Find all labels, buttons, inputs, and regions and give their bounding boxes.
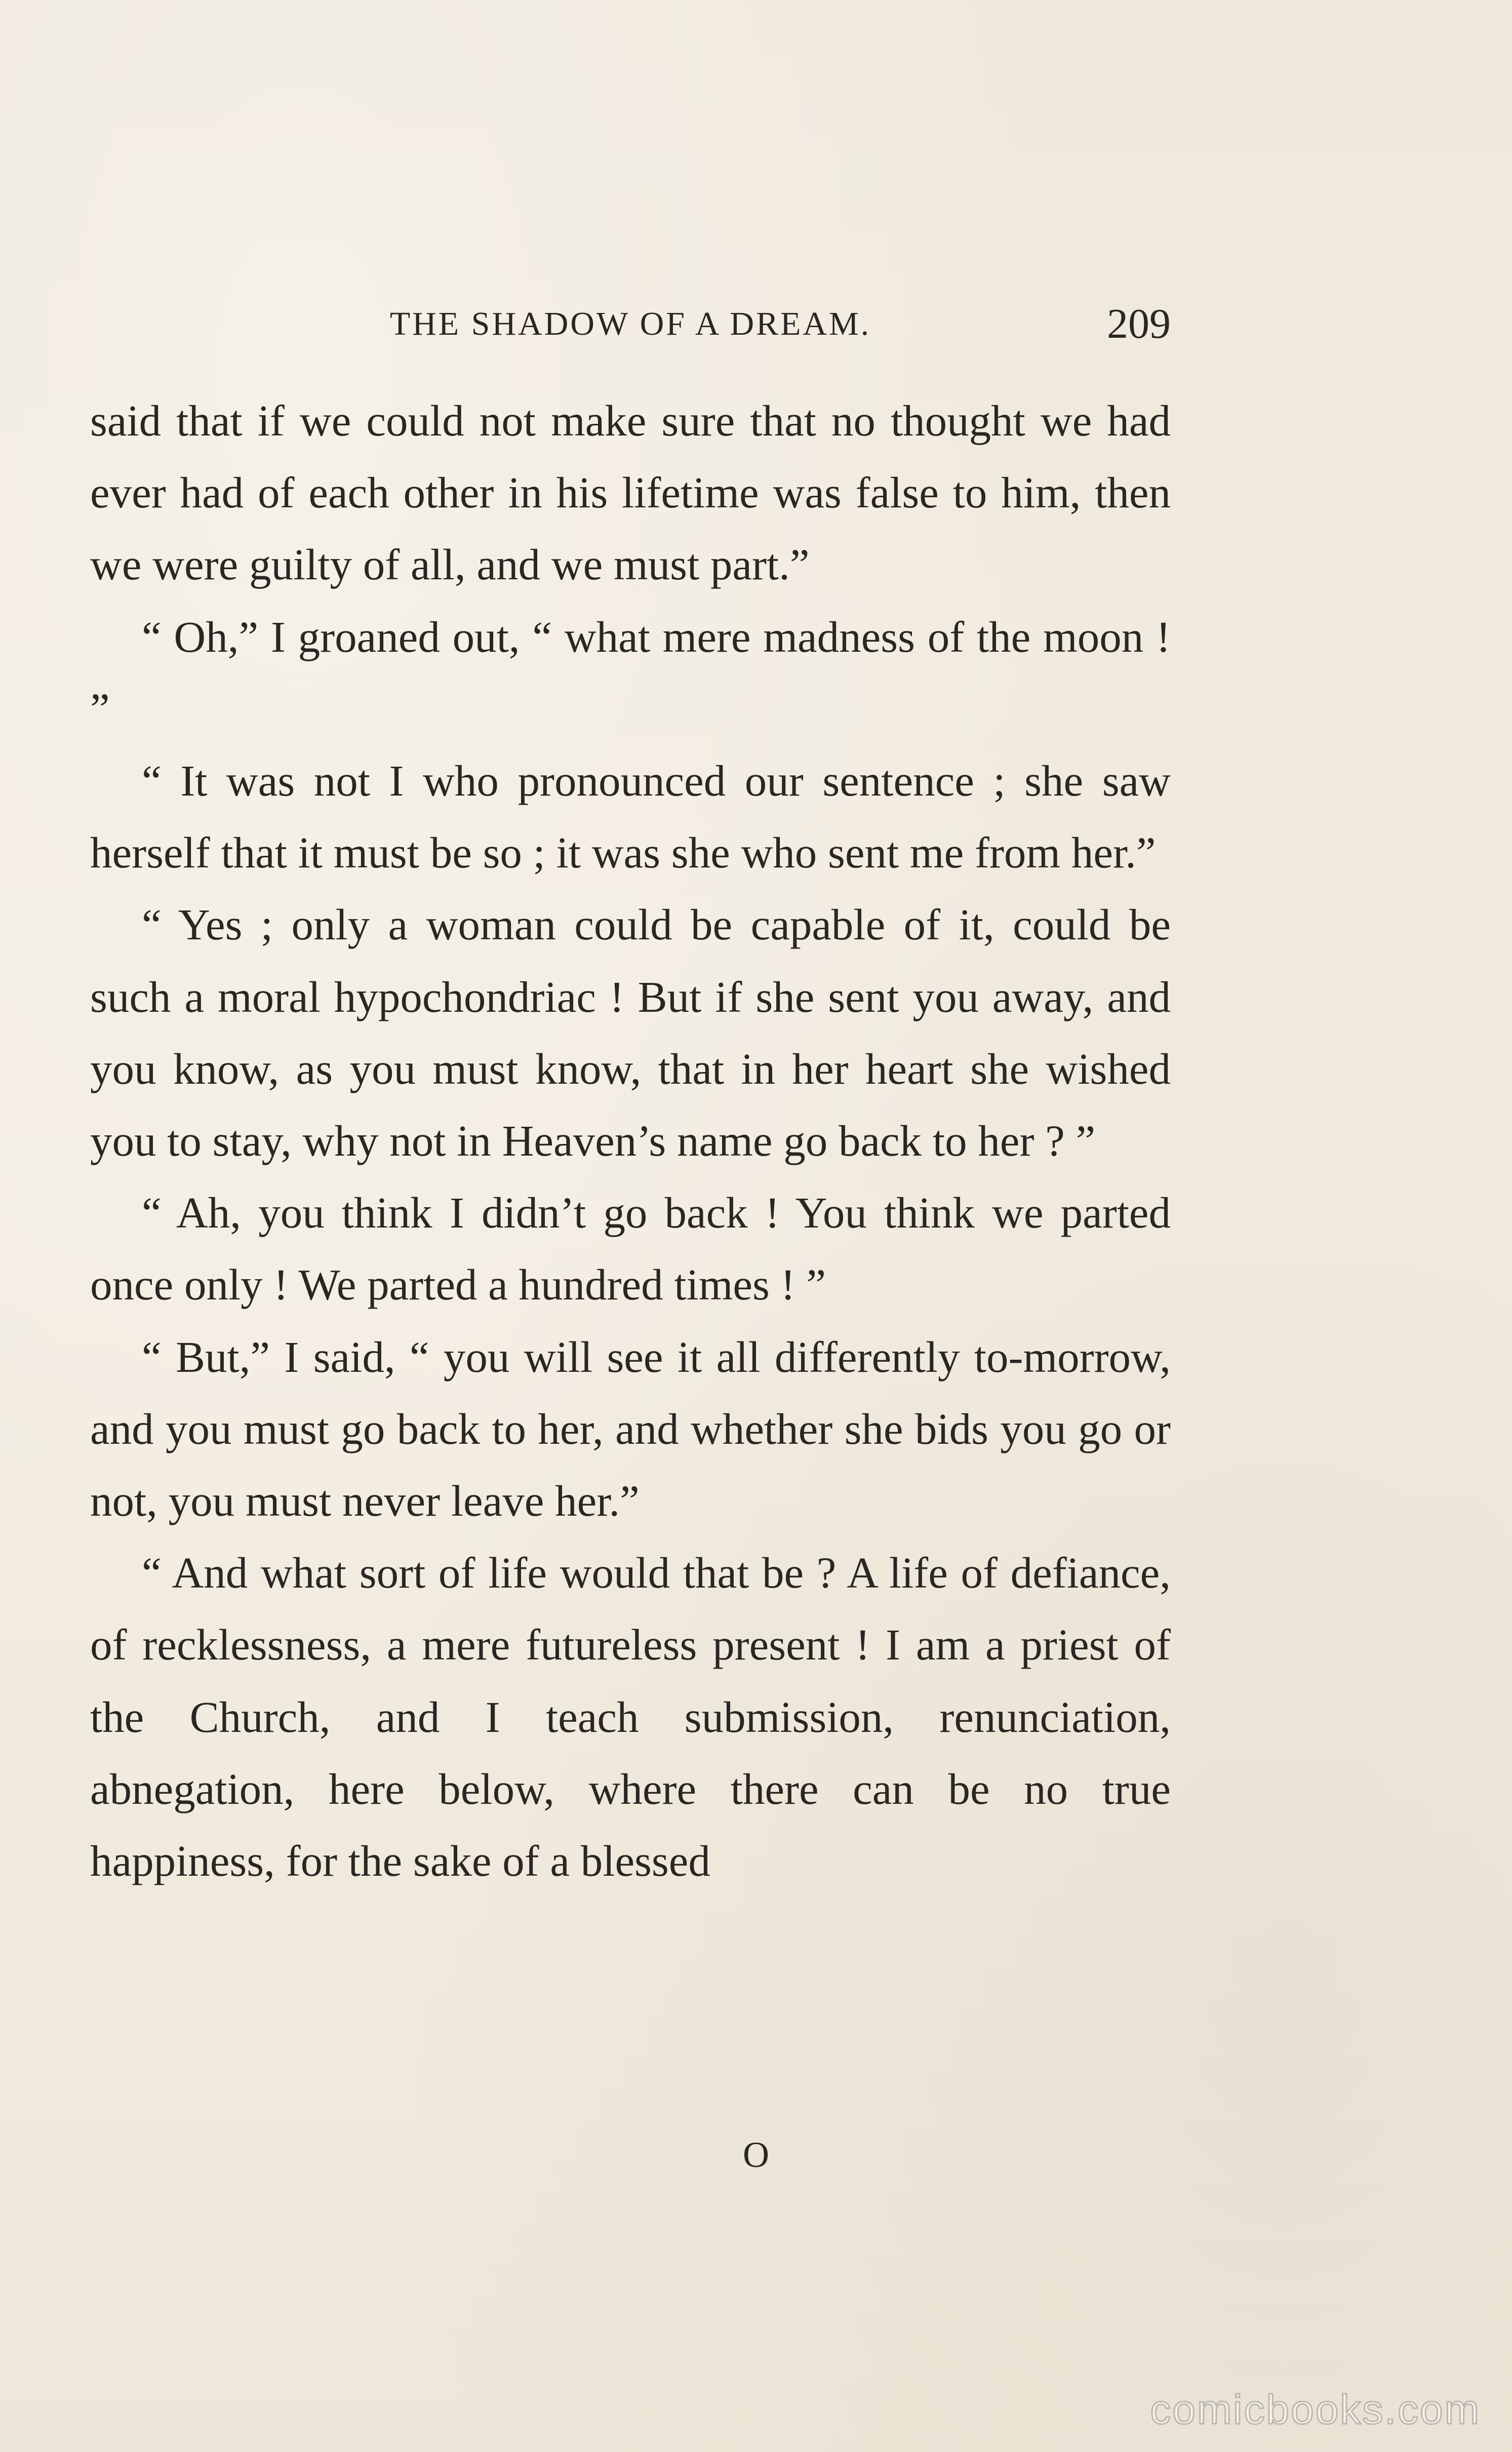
signature-mark: O xyxy=(743,2134,769,2175)
running-head xyxy=(90,299,1171,349)
paragraph-2: “ Oh,” I groaned out, “ what mere madness of the moon ! ” xyxy=(90,612,1171,733)
paragraph-4: “ Yes ; only a woman could be capable of it, could be such a moral hypochondriac ! But if she sent you away, and you know, as you must know, that in her heart she wished you to stay, why not in Heaven’s name go back to her ? ” xyxy=(90,900,1171,1166)
paragraph-7: “ And what sort of life would that be ? A life of defiance, of recklessness, a mere futureless present ! I am a priest of the Church, and I teach submission, renunciation, abnegation, here below, where there can be no true happiness, for the sake of a blessed xyxy=(90,1548,1171,1886)
paragraph-3: “ It was not I who pronounced our sentence ; she saw herself that it must be so ; it was she who sent me from her.” xyxy=(90,756,1171,878)
body-text xyxy=(90,385,1171,1897)
page-number: 209 xyxy=(1107,300,1171,347)
running-title: THE SHADOW OF A DREAM. xyxy=(389,305,871,342)
watermark: comicbooks.com xyxy=(1150,2387,1481,2433)
paragraph-6: “ But,” I said, “ you will see it all differently to-morrow, and you must go back to her, and whether she bids you go or not, you must never leave her.” xyxy=(90,1332,1171,1526)
paragraph-5: “ Ah, you think I didn’t go back ! You think we parted once only ! We parted a hundred times ! ” xyxy=(90,1188,1171,1310)
paragraph-1: said that if we could not make sure that no thought we had ever had of each other in his lifetime was false to him, then we were guilty of all, and we must part.” xyxy=(90,396,1171,589)
